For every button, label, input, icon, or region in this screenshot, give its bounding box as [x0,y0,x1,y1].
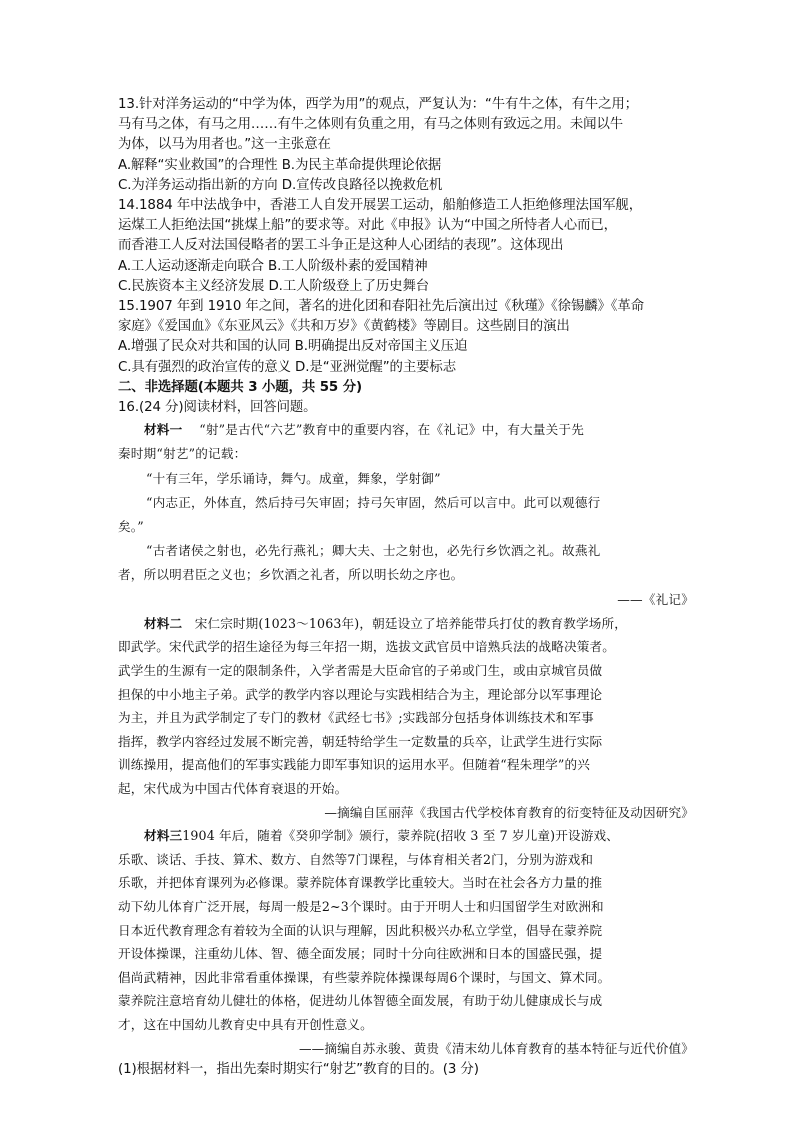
m3-line-8: 才，这在中国幼儿教育史中具有开创性意义。 [118,1016,373,1032]
m2-line-6: 训练操用，提高他们的军事实践能力即军事知识的运用水平。但随着“程朱理学”的兴 [118,757,590,773]
material-2 [118,612,694,824]
m2-line-5: 指挥，教学内容经过发展不断完善，朝廷特给学生一定数量的兵卒，让武学生进行实际 [118,733,603,749]
m2-source: —摘编自匡丽萍《我国古代学校体育教育的衍变特征及动因研究》 [324,804,694,820]
m2-line-3: 担保的中小地主子弟。武学的教学内容以理论与实践相结合为主，理论部分以军事理论 [118,686,603,702]
exam-page [118,95,694,1080]
material-3 [118,824,694,1060]
m3-line-6: 倡尚武精神，因此非常看重体操课，有些蒙养院体操课每周6个课时，与国文、算术同。 [118,969,611,985]
q14-options-cd: C.民族资本主义经济发展 D.工人阶级登上了历史舞台 [118,278,430,294]
m1-first-line [118,418,694,442]
m2-line-4: 为主，并且为武学制定了专门的教材《武经七书》;实践部分包括身体训练技术和军事 [118,710,594,726]
m1-label: 材料一 [144,422,183,438]
q15-stem-line-2: 家庭》《爱国血》《东亚风云》《共和万岁》《黄鹤楼》等剧目。这些剧目的演出 [118,319,570,335]
q13-stem-line-3: 为体，以马为用者也。”这一主张意在 [118,137,331,153]
m2-line-7: 起，宋代成为中国古代体育衰退的开始。 [118,781,348,797]
m3-label: 材料三 [144,828,183,844]
question-16 [118,398,694,1080]
q14-stem-line-3: 而香港工人反对法国侵略者的罢工斗争正是这种人心团结的表现”。这体现出 [118,238,564,254]
q13-stem-line-1: 13.针对洋务运动的“中学为体，西学为用”的观点，严复认为：“牛有牛之体，有牛之用； [118,97,638,112]
q14-stem-line-2: 运煤工人拒绝法国“挑煤上船”的要求等。对此《申报》认为“中国之所恃者人心而已， [118,218,617,234]
q15-stem-line-1: 15.1907 年到 1910 年之间，著名的进化团和春阳社先后演出过《秋瑾》《徐锡麟》《革命 [118,299,645,315]
q13-stem-line-2: 马有马之体，有马之用……有牛之体则有负重之用，有马之体则有致远之用。未闻以牛 [118,117,624,133]
m2-line-2: 武学生的生源有一定的限制条件，入学者需是大臣命官的子弟或门生，或由京城官员做 [118,663,603,679]
m3-source: ——摘编自苏永骏、黄贵《清末幼儿体育教育的基本特征与近代价值》 [298,1040,694,1056]
q16-subquestion-1: (1)根据材料一，指出先秦时期实行“射艺”教育的目的。(3 分) [118,1062,479,1078]
q13-options-cd: C.为洋务运动指出新的方向 D.宣传改良路径以挽救危机 [118,177,443,193]
m3-line-5: 开设体操课，注重幼儿体、智、德全面发展；同时十分向往欧洲和日本的国盛民强，提 [118,946,603,962]
section-heading: 二、非选择题(本题共 3 小题，共 55 分) [118,379,363,395]
m1-source: ——《礼记》 [617,591,694,607]
m2-first-text: 宋仁宗时期(1023～1063年)，朝廷设立了培养能带兵打仗的教育教学场所， [194,615,627,631]
m2-label: 材料二 [144,615,183,631]
m1-line-3: “内志正，外体直，然后持弓矢审固；持弓矢审固，然后可以言中。此可以观德行 [146,494,601,510]
m3-line-4: 日本近代教育理念有着较为全面的认识与理解，因此积极兴办私立学堂，倡导在蒙养院 [118,922,603,938]
question-13 [118,95,694,196]
q16-intro: 16.(24 分)阅读材料，回答问题。 [118,400,317,416]
m1-line-5: “古者诸侯之射也，必先行燕礼；卿大夫、士之射也，必先行乡饮酒之礼。故燕礼 [146,543,601,559]
m3-line-3: 动下幼儿体育广泛开展，每周一般是2~3个课时。由于开明人士和归国留学生对欧洲和 [118,899,604,914]
m3-first-line [118,824,694,848]
q14-options-ab: A.工人运动逐渐走向联合 B.工人阶级朴素的爱国精神 [118,258,428,274]
m3-line-1: 乐歌、谈话、手技、算术、数方、自然等7门课程，与体育相关者2门，分别为游戏和 [118,851,594,867]
m1-line-4: 矣。” [118,519,144,535]
material-1 [118,418,694,612]
m3-line-2: 乐歌，并把体育课列为必修课。蒙养院体育课教学比重较大。当时在社会各方力量的推 [118,875,603,891]
m1-first-text: “射”是古代“六艺”教育中的重要内容，在《礼记》中，有大量关于先 [199,422,584,438]
q14-stem-line-1: 14.1884 年中法战争中，香港工人自发开展罢工运动，船舶修造工人拒绝修理法国军舰， [118,198,642,214]
m1-line-1: 秦时期“射艺”的记载： [118,446,247,462]
m3-line-7: 蒙养院注意培育幼儿健壮的体格，促进幼儿体智德全面发展，有助于幼儿健康成长与成 [118,993,603,1009]
m3-first-text: 1904 年后，随着《癸卯学制》颁行，蒙养院(招收 3 至 7 岁儿童)开设游戏、 [182,828,619,844]
m1-line-6: 者，所以明君臣之义也；乡饮酒之礼者，所以明长幼之序也。 [118,567,464,583]
question-14 [118,196,694,297]
m2-first-line [118,612,694,636]
m2-line-1: 即武学。宋代武学的招生途径为每三年招一期，选拔文武官员中谙熟兵法的战略决策者。 [118,639,616,655]
question-15 [118,297,694,378]
q15-options-ab: A.增强了民众对共和国的认同 B.明确提出反对帝国主义压迫 [118,339,468,355]
m1-line-2: “十有三年，学乐诵诗，舞勺。成童，舞象，学射御” [146,470,441,486]
q13-options-ab: A.解释“实业救国”的合理性 B.为民主革命提供理论依据 [118,157,442,173]
q15-options-cd: C.具有强烈的政治宣传的意义 D.是“亚洲觉醒”的主要标志 [118,359,456,375]
